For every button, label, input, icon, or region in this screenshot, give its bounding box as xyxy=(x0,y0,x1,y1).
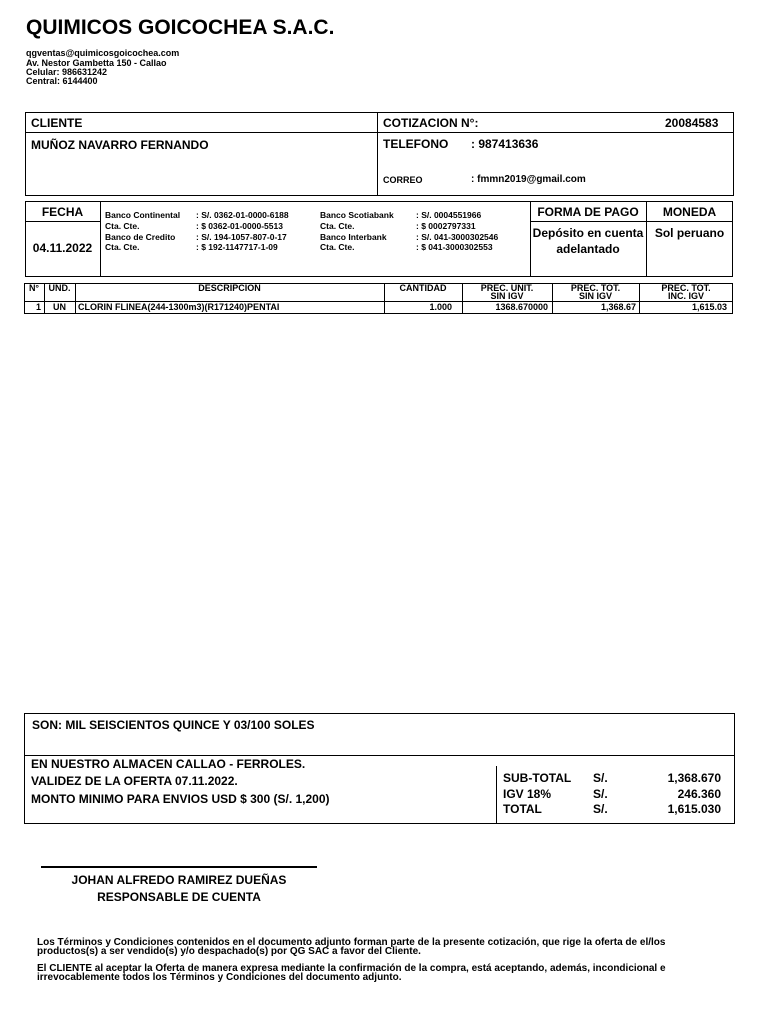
col-header-tot: SIN IGV xyxy=(578,291,612,301)
subtotal-label: SUB-TOTAL xyxy=(503,771,572,785)
row-und: UN xyxy=(53,302,66,312)
row-cant: 1.000 xyxy=(429,302,452,312)
bank-account: : S/. 0362-01-0000-6188 xyxy=(196,210,289,220)
bank-account: : S/. 194-1057-807-0-17 xyxy=(196,232,287,242)
company-address: Av. Nestor Gambetta 150 - Callao xyxy=(26,58,167,68)
total-label: TOTAL xyxy=(503,802,542,816)
terms-text: irrevocablemente todos los Términos y Condiciones del documento adjunto. xyxy=(37,972,402,983)
bank-name: Banco Interbank xyxy=(320,232,387,242)
bank-account: : $ 192-1147717-1-09 xyxy=(196,242,278,252)
bank-name: Banco Continental xyxy=(105,210,181,220)
quote-label: COTIZACION N°: xyxy=(383,116,479,130)
note-line: VALIDEZ DE LA OFERTA 07.11.2022. xyxy=(31,774,238,788)
bank-name: Cta. Cte. xyxy=(320,221,355,231)
col-header-inc: INC. IGV xyxy=(667,291,704,301)
email-label: CORREO xyxy=(383,175,423,185)
note-line: EN NUESTRO ALMACEN CALLAO - FERROLES. xyxy=(31,757,306,771)
terms-text: productos(s) a ser vendido(s) y/o despachado(s) por QG SAC a favor del Cliente. xyxy=(37,946,421,957)
company-celular: Celular: 986631242 xyxy=(26,67,108,77)
moneda-label: MONEDA xyxy=(662,205,717,219)
bank-name: Banco Scotiabank xyxy=(320,210,394,220)
igv-label: IGV 18% xyxy=(503,787,552,801)
pago-value-line2: adelantado xyxy=(556,242,620,256)
row-tot: 1,368.67 xyxy=(600,302,636,312)
son-text: SON: MIL SEISCIENTOS QUINCE Y 03/100 SOLES xyxy=(32,718,315,732)
note-line: MONTO MINIMO PARA ENVIOS USD $ 300 (S/. 1,200) xyxy=(31,792,330,806)
company-central: Central: 6144400 xyxy=(26,76,98,86)
bank-account: : $ 0362-01-0000-5513 xyxy=(196,221,283,231)
signature-line xyxy=(41,866,317,868)
moneda-value: Sol peruano xyxy=(654,226,725,240)
total-value: 1,615.030 xyxy=(667,802,721,816)
bank-account: : S/. 041-3000302546 xyxy=(416,232,499,242)
igv-currency: S/. xyxy=(593,787,608,801)
col-header-unit: SIN IGV xyxy=(490,291,524,301)
bank-name: Cta. Cte. xyxy=(105,242,140,252)
row-desc: CLORIN FLINEA(244-1300m3)(R171240)PENTAI xyxy=(78,302,280,312)
company-email: qgventas@quimicosgoicochea.com xyxy=(26,48,180,58)
company-name: QUIMICOS GOICOCHEA S.A.C. xyxy=(26,16,335,39)
row-n: 1 xyxy=(35,302,41,312)
bank-name: Cta. Cte. xyxy=(320,242,355,252)
row-unit: 1368.670000 xyxy=(495,302,548,312)
fecha-value: 04.11.2022 xyxy=(32,241,93,255)
col-header-und: UND. xyxy=(48,283,71,293)
terms-text: El CLIENTE al aceptar la Oferta de manera expresa mediante la confirmación de la compra, está aceptando, además, incondicional e xyxy=(37,963,666,974)
bank-account: : $ 0002797331 xyxy=(416,221,476,231)
total-currency: S/. xyxy=(593,802,608,816)
client-label: CLIENTE xyxy=(31,116,83,130)
quote-number: 20084583 xyxy=(665,116,719,130)
client-box xyxy=(25,112,734,196)
fecha-label: FECHA xyxy=(41,205,84,219)
client-name: MUÑOZ NAVARRO FERNANDO xyxy=(31,138,209,152)
pago-label: FORMA DE PAGO xyxy=(537,205,639,219)
col-header-unit: PREC. UNIT. xyxy=(480,283,534,293)
subtotal-currency: S/. xyxy=(593,771,608,785)
col-header-desc: DESCRIPCION xyxy=(198,283,261,293)
pago-value-line1: Depósito en cuenta xyxy=(532,226,644,240)
terms-text: Los Términos y Condiciones contenidos en el documento adjunto forman parte de la presente cotización, que rige la oferta de el/los xyxy=(37,937,666,948)
row-inc: 1,615.03 xyxy=(691,302,727,312)
subtotal-value: 1,368.670 xyxy=(667,771,721,785)
col-header-cant: CANTIDAD xyxy=(399,283,447,293)
bank-account: : $ 041-3000302553 xyxy=(416,242,493,252)
col-header-tot: PREC. TOT. xyxy=(570,283,621,293)
col-header-inc: PREC. TOT. xyxy=(661,283,711,293)
igv-value: 246.360 xyxy=(677,787,721,801)
bank-name: Banco de Credito xyxy=(105,232,176,242)
phone-label: TELEFONO xyxy=(383,137,449,151)
email-value: : fmmn2019@gmail.com xyxy=(471,174,586,185)
col-header-n: N° xyxy=(28,283,40,293)
bank-name: Cta. Cte. xyxy=(105,221,140,231)
phone-value: : 987413636 xyxy=(471,137,539,151)
bank-account: : S/. 0004551966 xyxy=(416,210,482,220)
signature-name: JOHAN ALFREDO RAMIREZ DUEÑAS xyxy=(71,873,287,887)
signature-role: RESPONSABLE DE CUENTA xyxy=(97,890,261,904)
